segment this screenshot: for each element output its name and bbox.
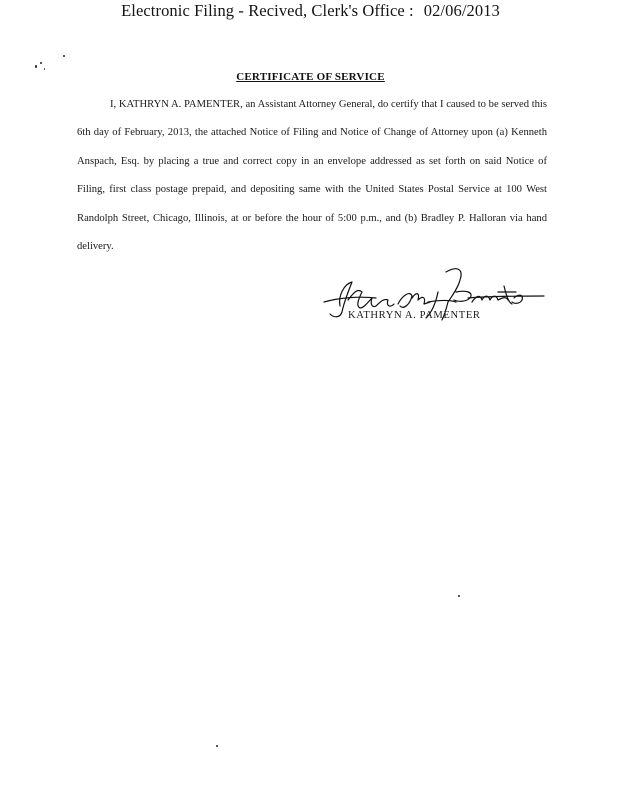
- filing-stamp-header: [0, 1, 621, 21]
- scan-speck: [35, 65, 37, 68]
- filing-stamp-text: Electronic Filing - Recived, Clerk's Office :: [121, 1, 414, 20]
- filing-stamp-date: 02/06/2013: [423, 1, 500, 20]
- signature-block: [318, 262, 548, 332]
- scan-speck: [44, 68, 45, 70]
- scan-speck: [40, 62, 42, 64]
- certificate-body: I, KATHRYN A. PAMENTER, an Assistant Attorney General, do certify that I caused to be served this 6th day of February, 2013, the attached Notice of Filing and Notice of Change of Attorney upon (a) Kenneth Anspach, Esq. by placing a true and correct copy in an envelope addressed as set forth on said Notice of Filing, first class postage prepaid, and depositing same with the United States Postal Service at 100 West Randolph Street, Chicago, Illinois, at or before the hour of 5:00 p.m., and (b) Bradley P. Halloran via hand delivery.: [77, 99, 547, 253]
- scan-speck: [458, 595, 460, 597]
- scan-speck: [216, 745, 218, 747]
- signer-name: KATHRYN A. PAMENTER: [348, 310, 481, 321]
- scan-speck: [63, 55, 65, 57]
- handwritten-signature: [318, 262, 548, 332]
- certificate-title: CERTIFICATE OF SERVICE: [236, 71, 385, 83]
